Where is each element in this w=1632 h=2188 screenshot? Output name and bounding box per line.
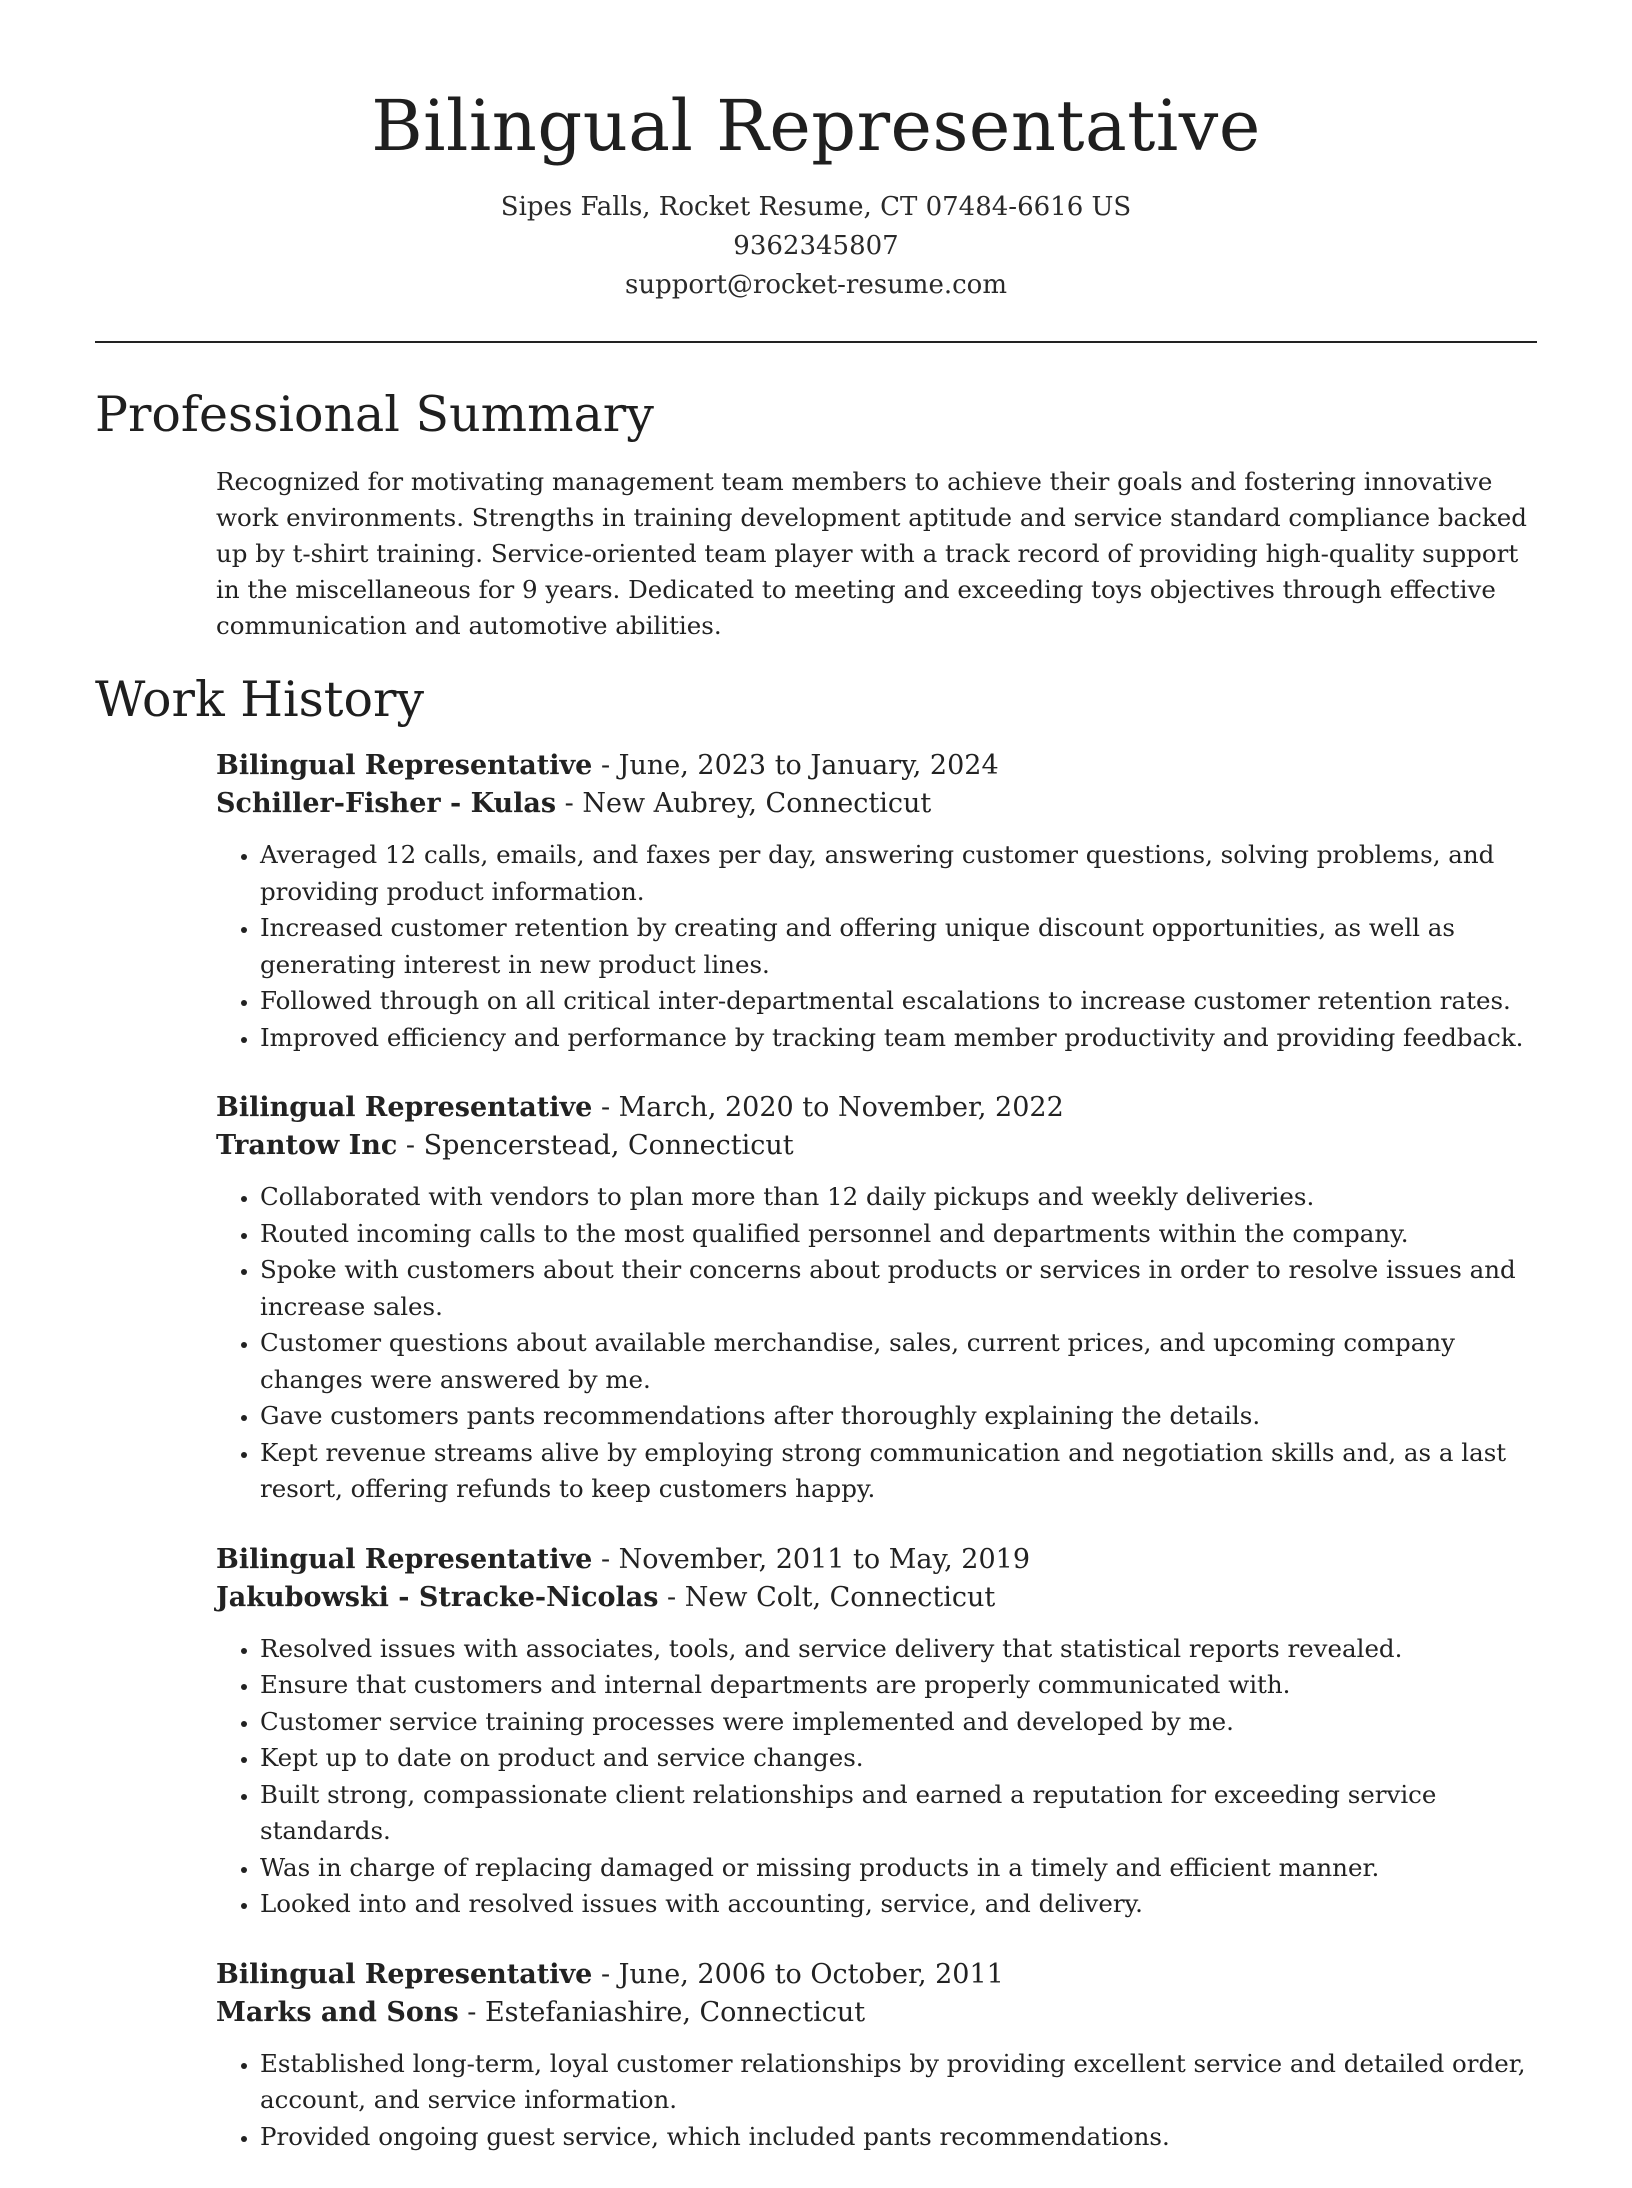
bullet-item: • Kept up to date on product and service changes. [260, 1740, 1546, 1777]
bullet-item: • Was in charge of replacing damaged or missing products in a timely and efficient manner. [260, 1850, 1546, 1887]
job-dates: June, 2006 to October, 2011 [618, 1958, 1004, 1990]
bullet-item: • Averaged 12 calls, emails, and faxes per day, answering customer questions, solving problems, and providing product information. [260, 837, 1546, 910]
resume-header [0, 0, 1632, 305]
bullet-item: • Collaborated with vendors to plan more than 12 daily pickups and weekly deliveries. [260, 1179, 1546, 1216]
job-dates: November, 2011 to May, 2019 [618, 1543, 1031, 1575]
bullet-item: • Gave customers pants recommendations after thoroughly explaining the details. [260, 1398, 1546, 1435]
job-title: Bilingual Representative [216, 1092, 593, 1123]
bullet-item: • Increased customer retention by creating and offering unique discount opportunities, as well as generating interest in new product lines. [260, 910, 1546, 983]
company-name: Trantow Inc [216, 1130, 398, 1161]
job-bullets [216, 2046, 1546, 2156]
job-title: Bilingual Representative [216, 1543, 593, 1575]
job-title-line [216, 1956, 1546, 1994]
separator: - [397, 1130, 424, 1161]
email: support@rocket-resume.com [624, 270, 1007, 300]
bullet-item: • Built strong, compassionate client relationships and earned a reputation for exceeding service standards. [260, 1777, 1546, 1850]
company-name: Marks and Sons [216, 1996, 459, 2028]
job-location: Estefaniashire, Connecticut [484, 1996, 866, 2028]
bullet-item: • Established long-term, loyal customer relationships by providing excellent service and detailed order, account, and service information. [260, 2046, 1546, 2119]
bullet-item: • Customer questions about available merchandise, sales, current prices, and upcoming company changes were answered by me. [260, 1325, 1546, 1398]
job-title-line [216, 1541, 1546, 1579]
separator: - [592, 1092, 619, 1123]
company-name: Jakubowski - Stracke-Nicolas [216, 1581, 659, 1613]
separator: - [658, 1581, 685, 1613]
job-bullets [216, 1631, 1546, 1923]
job-title: Bilingual Representative [216, 1958, 593, 1990]
job-dates: March, 2020 to November, 2022 [618, 1092, 1064, 1123]
bullet-item: • Resolved issues with associates, tools, and service delivery that statistical reports revealed. [260, 1631, 1546, 1668]
section-title-summary: Professional Summary [95, 386, 654, 443]
bullet-item: • Routed incoming calls to the most qualified personnel and departments within the company. [260, 1216, 1546, 1253]
job-title-line [216, 1089, 1546, 1127]
job-entry [216, 747, 1546, 1056]
job-entry [216, 1089, 1546, 1508]
job-company-line [216, 1994, 1546, 2032]
bullet-item: • Looked into and resolved issues with accounting, service, and delivery. [260, 1886, 1546, 1923]
job-location: New Aubrey, Connecticut [582, 788, 932, 819]
section-title-work-history: Work History [95, 671, 425, 728]
job-bullets [216, 1179, 1546, 1508]
address: Sipes Falls, Rocket Resume, CT 07484-6616 US [500, 192, 1132, 222]
candidate-name: Bilingual Representative [371, 85, 1261, 167]
separator: - [458, 1996, 485, 2028]
header-divider [95, 341, 1537, 343]
job-location: Spencerstead, Connecticut [423, 1130, 794, 1161]
bullet-item: • Provided ongoing guest service, which included pants recommendations. [260, 2119, 1546, 2156]
bullet-item: • Improved efficiency and performance by tracking team member productivity and providing feedback. [260, 1020, 1546, 1057]
company-name: Schiller-Fisher - Kulas [216, 788, 557, 819]
job-entry [216, 1956, 1546, 2156]
job-dates: June, 2023 to January, 2024 [618, 750, 999, 781]
phone: 9362345807 [733, 231, 899, 261]
job-company-line [216, 1127, 1546, 1165]
bullet-item: • Ensure that customers and internal departments are properly communicated with. [260, 1667, 1546, 1704]
job-location: New Colt, Connecticut [684, 1581, 996, 1613]
separator: - [592, 750, 619, 781]
contact-info [0, 188, 1632, 305]
job-company-line [216, 785, 1546, 823]
bullet-item: • Kept revenue streams alive by employing strong communication and negotiation skills and, as a last resort, offering refunds to keep customers happy. [260, 1435, 1546, 1508]
job-title-line [216, 747, 1546, 785]
separator: - [592, 1958, 619, 1990]
job-company-line [216, 1579, 1546, 1617]
separator: - [556, 788, 583, 819]
summary-text: Recognized for motivating management team members to achieve their goals and fostering innovative work environments. Strengths in training development aptitude and service standard compliance backed up by t-shirt training. Service-oriented team player with a track record of providing high-quality support in the miscellaneous for 9 years. Dedicated to meeting and exceeding toys objectives through effective communication and automotive abilities. [216, 467, 1527, 640]
job-bullets [216, 837, 1546, 1056]
work-history-list [216, 747, 1546, 2188]
separator: - [592, 1543, 619, 1575]
bullet-item: • Spoke with customers about their concerns about products or services in order to resolve issues and increase sales. [260, 1252, 1546, 1325]
job-entry [216, 1541, 1546, 1923]
bullet-item: • Followed through on all critical inter-departmental escalations to increase customer retention rates. [260, 983, 1546, 1020]
job-title: Bilingual Representative [216, 750, 593, 781]
bullet-item: • Customer service training processes were implemented and developed by me. [260, 1704, 1546, 1741]
